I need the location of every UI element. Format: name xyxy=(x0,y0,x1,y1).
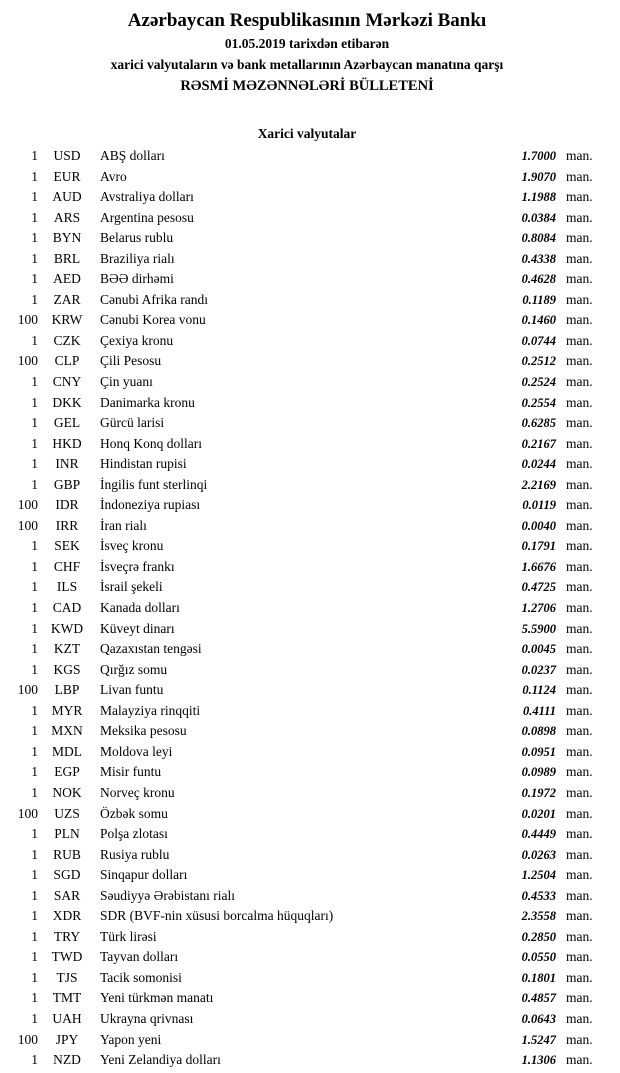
currency-name: Rusiya rublu xyxy=(100,846,170,862)
rate-value: 0.4533 xyxy=(521,888,556,903)
currency-code: NZD xyxy=(53,1052,81,1068)
rate-row xyxy=(8,148,606,169)
unit-label: man. xyxy=(566,867,593,883)
rate-value: 0.2512 xyxy=(521,354,556,369)
quantity: 100 xyxy=(17,805,38,821)
unit-label: man. xyxy=(566,784,593,800)
currency-name: Moldova leyi xyxy=(100,743,173,759)
rate-row xyxy=(8,621,606,642)
quantity: 1 xyxy=(31,949,38,965)
quantity: 1 xyxy=(31,641,38,657)
quantity: 100 xyxy=(17,1031,38,1047)
currency-code: TMT xyxy=(52,990,82,1006)
rate-value: 1.1988 xyxy=(521,190,556,205)
rate-value: 1.7000 xyxy=(521,149,556,163)
currency-code: JPY xyxy=(55,1031,79,1047)
currency-name: İngilis funt sterlinqi xyxy=(100,476,208,492)
rate-value: 0.1801 xyxy=(521,970,556,985)
unit-label: man. xyxy=(566,394,593,410)
currency-code: IDR xyxy=(55,497,79,513)
quantity: 100 xyxy=(17,312,38,328)
quantity: 1 xyxy=(31,826,38,842)
quantity: 1 xyxy=(31,209,38,225)
rate-value: 0.0237 xyxy=(521,662,556,677)
quantity: 1 xyxy=(31,764,38,780)
subject-line: xarici valyutaların və bank metallarının Azərbaycan manatına qarşı xyxy=(110,57,504,72)
currency-code: ZAR xyxy=(53,291,81,307)
quantity: 1 xyxy=(31,476,38,492)
quantity: 1 xyxy=(31,1010,38,1026)
currency-name: Yeni Zelandiya dolları xyxy=(100,1052,221,1068)
currency-code: ILS xyxy=(56,579,78,595)
quantity: 1 xyxy=(31,250,38,266)
currency-code: GEL xyxy=(53,415,81,431)
currency-code: CNY xyxy=(52,374,82,390)
currency-code: KZT xyxy=(53,641,81,657)
rate-row xyxy=(8,682,606,703)
rates-table xyxy=(8,148,606,1073)
rate-value: 0.6285 xyxy=(521,416,556,431)
unit-label: man. xyxy=(566,168,593,184)
unit-label: man. xyxy=(566,1052,593,1068)
currency-code: EUR xyxy=(53,168,81,184)
currency-code: SGD xyxy=(53,867,81,883)
rate-row xyxy=(8,559,606,580)
currency-code: BYN xyxy=(52,230,82,246)
currency-name: Qazaxıstan tengəsi xyxy=(100,641,202,657)
quantity: 1 xyxy=(31,784,38,800)
currency-name: İsrail şekeli xyxy=(100,579,163,595)
quantity: 1 xyxy=(31,291,38,307)
currency-name: Ukrayna qrivnası xyxy=(100,1010,194,1026)
currency-name: Braziliya rialı xyxy=(100,250,175,266)
quantity: 1 xyxy=(31,867,38,883)
rate-row xyxy=(8,518,606,539)
rate-row xyxy=(8,353,606,374)
currency-name: Argentina pesosu xyxy=(100,209,194,225)
currency-code: XDR xyxy=(52,908,82,924)
quantity: 1 xyxy=(31,332,38,348)
quantity: 1 xyxy=(31,394,38,410)
unit-label: man. xyxy=(566,456,593,472)
currency-code: KWD xyxy=(50,620,84,636)
currency-name: İsveç kronu xyxy=(100,538,164,554)
rate-value: 0.2850 xyxy=(521,929,556,944)
rate-row xyxy=(8,723,606,744)
currency-code: CLP xyxy=(54,353,80,369)
rate-value: 0.1189 xyxy=(522,292,556,307)
currency-name: Danimarka kronu xyxy=(100,394,195,410)
unit-label: man. xyxy=(566,949,593,965)
rate-value: 0.1972 xyxy=(521,785,556,800)
unit-label: man. xyxy=(566,374,593,390)
quantity: 1 xyxy=(31,969,38,985)
unit-label: man. xyxy=(566,764,593,780)
quantity: 1 xyxy=(31,908,38,924)
quantity: 1 xyxy=(31,415,38,431)
rate-value: 0.0201 xyxy=(521,806,556,821)
unit-label: man. xyxy=(566,908,593,924)
quantity: 1 xyxy=(31,579,38,595)
currency-code: TJS xyxy=(56,969,78,985)
quantity: 1 xyxy=(31,846,38,862)
rate-row xyxy=(8,764,606,785)
rate-row xyxy=(8,456,606,477)
rate-row xyxy=(8,374,606,395)
unit-label: man. xyxy=(566,620,593,636)
rate-row xyxy=(8,785,606,806)
rate-row xyxy=(8,271,606,292)
rate-value: 0.0040 xyxy=(521,518,556,533)
unit-label: man. xyxy=(566,497,593,513)
rate-row xyxy=(8,908,606,929)
quantity: 1 xyxy=(31,538,38,554)
rate-row xyxy=(8,641,606,662)
effective-date-line: 01.05.2019 tarixdən etibarən xyxy=(224,36,390,51)
currency-name: BƏƏ dirhəmi xyxy=(100,271,174,287)
currency-code: TWD xyxy=(51,949,83,965)
currency-code: RUB xyxy=(53,846,81,862)
rate-row xyxy=(8,929,606,950)
currency-code: CZK xyxy=(53,332,81,348)
unit-label: man. xyxy=(566,805,593,821)
unit-label: man. xyxy=(566,291,593,307)
currency-name: Çexiya kronu xyxy=(100,332,174,348)
quantity: 1 xyxy=(31,620,38,636)
currency-code: UAH xyxy=(52,1010,82,1026)
quantity: 1 xyxy=(31,168,38,184)
rate-row xyxy=(8,477,606,498)
quantity: 1 xyxy=(31,1052,38,1068)
currency-code: CHF xyxy=(53,558,81,574)
rate-row xyxy=(8,189,606,210)
rate-value: 0.2554 xyxy=(521,395,556,410)
rate-value: 2.2169 xyxy=(521,477,556,492)
rate-row xyxy=(8,847,606,868)
rate-value: 0.0045 xyxy=(521,642,556,657)
currency-name: İsveçrə frankı xyxy=(100,558,175,574)
currency-name: Honq Konq dolları xyxy=(100,435,202,451)
quantity: 1 xyxy=(31,600,38,616)
currency-code: PLN xyxy=(54,826,80,842)
currency-code: TRY xyxy=(53,928,81,944)
unit-label: man. xyxy=(566,538,593,554)
currency-name: Misir funtu xyxy=(100,764,162,780)
currency-code: UZS xyxy=(54,805,80,821)
unit-label: man. xyxy=(566,846,593,862)
currency-name: Hindistan rupisi xyxy=(100,456,187,472)
quantity: 1 xyxy=(31,230,38,246)
currency-code: KGS xyxy=(53,661,81,677)
rate-row xyxy=(8,169,606,190)
rate-value: 2.3558 xyxy=(521,909,556,924)
unit-label: man. xyxy=(566,250,593,266)
bulletin-heading: RƏSMİ MƏZƏNNƏLƏRİ BÜLLETENİ xyxy=(180,78,434,94)
unit-label: man. xyxy=(566,641,593,657)
quantity: 1 xyxy=(31,928,38,944)
unit-label: man. xyxy=(566,353,593,369)
rate-row xyxy=(8,806,606,827)
quantity: 100 xyxy=(17,353,38,369)
currency-name: Səudiyyə Ərəbistanı rialı xyxy=(100,887,235,903)
rate-row xyxy=(8,867,606,888)
rate-row xyxy=(8,662,606,683)
rate-value: 0.4628 xyxy=(521,272,556,287)
unit-label: man. xyxy=(566,271,593,287)
unit-label: man. xyxy=(566,743,593,759)
currency-code: KRW xyxy=(51,312,83,328)
unit-label: man. xyxy=(566,969,593,985)
currency-name: ABŞ dolları xyxy=(100,148,165,163)
rate-row xyxy=(8,415,606,436)
currency-name: İran rialı xyxy=(100,517,147,533)
rate-value: 0.4725 xyxy=(521,580,556,595)
currency-name: Malayziya rinqqiti xyxy=(100,702,201,718)
currency-name: Çin yuanı xyxy=(100,374,153,390)
unit-label: man. xyxy=(566,435,593,451)
currency-code: AED xyxy=(53,271,81,287)
rate-row xyxy=(8,251,606,272)
rate-value: 0.0744 xyxy=(521,333,556,348)
rate-value: 0.0898 xyxy=(521,724,556,739)
rate-row xyxy=(8,1032,606,1053)
rate-row xyxy=(8,538,606,559)
currency-name: Norveç kronu xyxy=(100,784,175,800)
unit-label: man. xyxy=(566,476,593,492)
rate-row xyxy=(8,312,606,333)
rate-value: 0.0263 xyxy=(521,847,556,862)
currency-name: Tayvan dolları xyxy=(100,949,179,965)
currency-name: SDR (BVF-nin xüsusi borcalma hüquqları) xyxy=(100,908,334,924)
currency-name: Özbək somu xyxy=(100,805,168,821)
quantity: 1 xyxy=(31,189,38,205)
bank-title: Azərbaycan Respublikasının Mərkəzi Bankı xyxy=(127,10,487,31)
section-title-foreign-currencies: Xarici valyutalar xyxy=(257,126,357,141)
unit-label: man. xyxy=(566,723,593,739)
rate-value: 0.4111 xyxy=(523,703,556,718)
currency-code: DKK xyxy=(52,394,82,410)
unit-label: man. xyxy=(566,702,593,718)
rate-row xyxy=(8,970,606,991)
rate-value: 0.0119 xyxy=(522,498,556,513)
currency-name: Avstraliya dolları xyxy=(100,189,194,205)
unit-label: man. xyxy=(566,682,593,698)
currency-name: Yapon yeni xyxy=(100,1031,162,1047)
rate-row xyxy=(8,990,606,1011)
rate-row xyxy=(8,600,606,621)
quantity: 100 xyxy=(17,517,38,533)
currency-code: EGP xyxy=(54,764,80,780)
currency-code: MXN xyxy=(51,723,83,739)
rate-value: 0.1791 xyxy=(521,539,556,554)
quantity: 1 xyxy=(31,990,38,1006)
quantity: 100 xyxy=(17,682,38,698)
unit-label: man. xyxy=(566,990,593,1006)
rate-value: 0.1460 xyxy=(521,313,556,328)
rate-value: 0.4449 xyxy=(521,827,556,842)
unit-label: man. xyxy=(566,661,593,677)
unit-label: man. xyxy=(566,517,593,533)
currency-code: SAR xyxy=(53,887,81,903)
currency-name: Livan funtu xyxy=(100,682,164,698)
rate-value: 0.8084 xyxy=(521,231,556,246)
rate-value: 1.6676 xyxy=(521,559,556,574)
currency-code: SEK xyxy=(54,538,80,554)
unit-label: man. xyxy=(566,579,593,595)
currency-code: LBP xyxy=(54,682,80,698)
quantity: 1 xyxy=(31,558,38,574)
rate-row xyxy=(8,210,606,231)
unit-label: man. xyxy=(566,826,593,842)
unit-label: man. xyxy=(566,887,593,903)
unit-label: man. xyxy=(566,1010,593,1026)
rate-row xyxy=(8,579,606,600)
currency-code: HKD xyxy=(52,435,82,451)
unit-label: man. xyxy=(566,1031,593,1047)
quantity: 1 xyxy=(31,887,38,903)
unit-label: man. xyxy=(566,600,593,616)
currency-code: MDL xyxy=(52,743,82,759)
currency-code: IRR xyxy=(55,517,79,533)
unit-label: man. xyxy=(566,415,593,431)
currency-name: Meksika pesosu xyxy=(100,723,187,739)
currency-name: Sinqapur dolları xyxy=(100,867,188,883)
currency-name: İndoneziya rupiası xyxy=(100,497,201,513)
currency-name: Tacik somonisi xyxy=(100,969,182,985)
currency-code: BRL xyxy=(53,250,81,266)
currency-name: Çili Pesosu xyxy=(100,353,162,369)
rate-value: 1.5247 xyxy=(521,1032,556,1047)
quantity: 1 xyxy=(31,702,38,718)
quantity: 1 xyxy=(31,271,38,287)
currency-code: INR xyxy=(55,456,79,472)
currency-name: Yeni türkmən manatı xyxy=(100,990,214,1006)
currency-name: Türk lirəsi xyxy=(100,928,157,944)
currency-code: GBP xyxy=(53,476,81,492)
rate-value: 1.1306 xyxy=(521,1053,556,1068)
rate-row xyxy=(8,888,606,909)
rate-value: 0.0989 xyxy=(521,765,556,780)
unit-label: man. xyxy=(566,230,593,246)
rate-value: 1.2504 xyxy=(521,868,556,883)
unit-label: man. xyxy=(566,189,593,205)
quantity: 1 xyxy=(31,374,38,390)
rate-row xyxy=(8,826,606,847)
rate-value: 0.1124 xyxy=(522,683,556,698)
rate-row xyxy=(8,333,606,354)
currency-code: AUD xyxy=(52,189,82,205)
rate-row xyxy=(8,703,606,724)
quantity: 1 xyxy=(31,723,38,739)
rate-value: 0.2524 xyxy=(521,375,556,390)
currency-code: USD xyxy=(53,148,81,163)
rate-row xyxy=(8,230,606,251)
currency-name: Gürcü larisi xyxy=(100,415,165,431)
rate-row xyxy=(8,292,606,313)
currency-code: NOK xyxy=(52,784,82,800)
quantity: 1 xyxy=(31,743,38,759)
rate-value: 1.2706 xyxy=(521,601,556,616)
rate-row xyxy=(8,436,606,457)
rate-value: 0.0951 xyxy=(521,744,556,759)
rate-value: 5.5900 xyxy=(521,621,556,636)
quantity: 1 xyxy=(31,661,38,677)
unit-label: man. xyxy=(566,312,593,328)
rate-value: 0.0384 xyxy=(521,210,556,225)
currency-code: CAD xyxy=(52,600,82,616)
rate-value: 0.4338 xyxy=(521,251,556,266)
unit-label: man. xyxy=(566,209,593,225)
rate-row xyxy=(8,1011,606,1032)
rate-value: 0.0550 xyxy=(521,950,556,965)
rate-value: 0.2167 xyxy=(521,436,556,451)
rate-value: 1.9070 xyxy=(521,169,556,184)
rate-value: 0.0244 xyxy=(521,457,556,472)
currency-code: ARS xyxy=(53,209,81,225)
currency-name: Avro xyxy=(100,168,127,184)
currency-name: Küveyt dinarı xyxy=(100,620,175,636)
currency-name: Cənubi Korea vonu xyxy=(100,312,206,328)
rate-value: 0.0643 xyxy=(521,1011,556,1026)
quantity: 1 xyxy=(31,148,38,163)
currency-code: MYR xyxy=(51,702,83,718)
rate-row xyxy=(8,949,606,970)
quantity: 100 xyxy=(17,497,38,513)
currency-name: Polşa zlotası xyxy=(100,826,168,842)
unit-label: man. xyxy=(566,558,593,574)
rate-row xyxy=(8,744,606,765)
rate-row xyxy=(8,497,606,518)
rate-row xyxy=(8,395,606,416)
currency-name: Belarus rublu xyxy=(100,230,174,246)
unit-label: man. xyxy=(566,332,593,348)
unit-label: man. xyxy=(566,928,593,944)
quantity: 1 xyxy=(31,456,38,472)
currency-name: Kanada dolları xyxy=(100,600,180,616)
quantity: 1 xyxy=(31,435,38,451)
unit-label: man. xyxy=(566,148,593,163)
rate-value: 0.4857 xyxy=(521,991,556,1006)
currency-name: Cənubi Afrika randı xyxy=(100,291,208,307)
currency-name: Qırğız somu xyxy=(100,661,168,677)
rate-row xyxy=(8,1052,606,1073)
